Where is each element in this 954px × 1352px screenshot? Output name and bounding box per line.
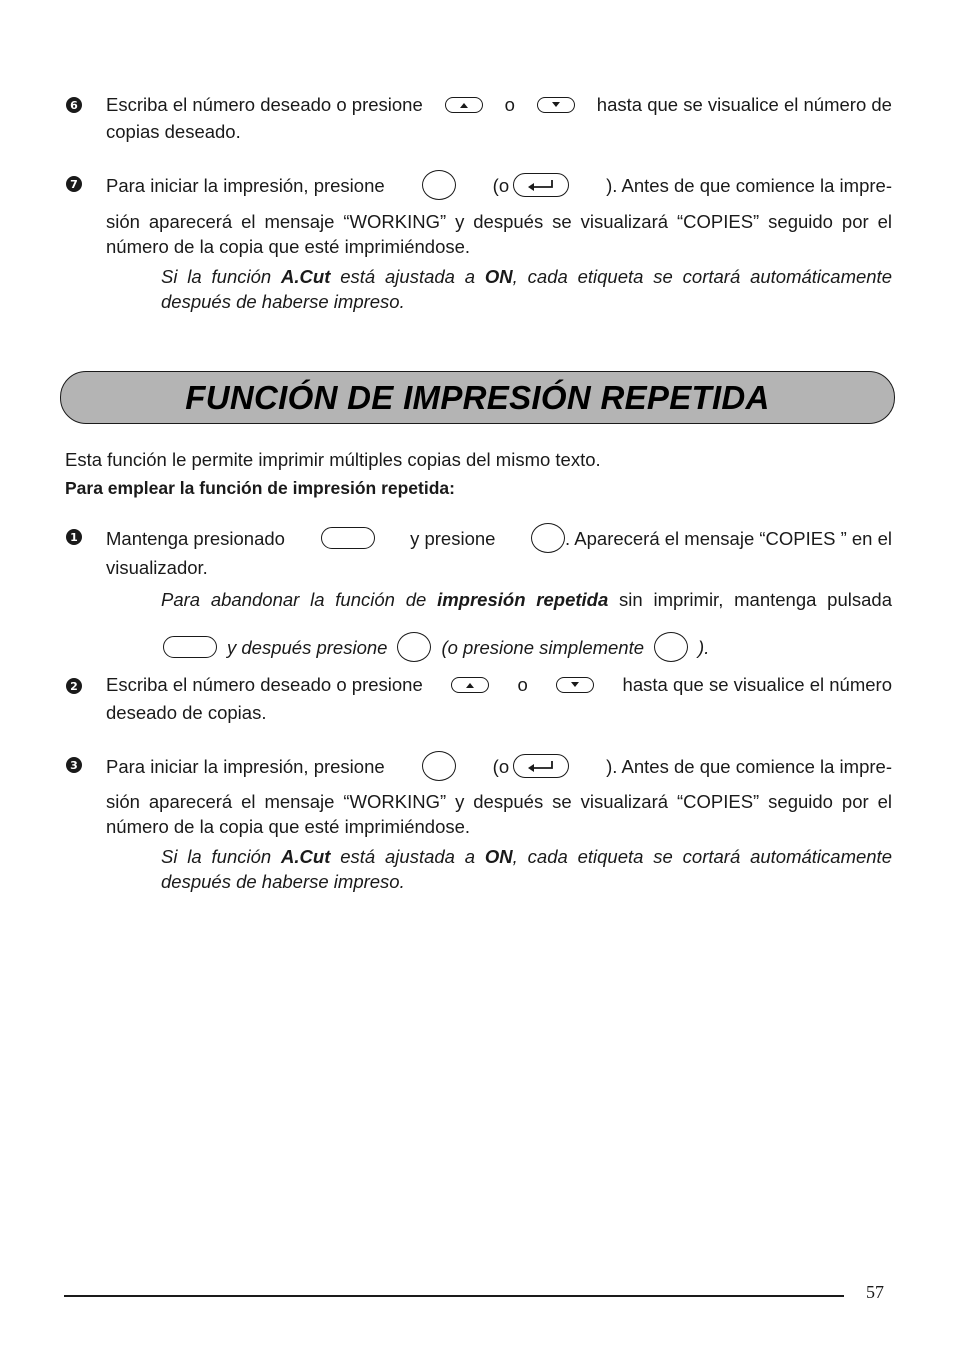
step3-note-line1 [161,844,892,869]
note-text: sin imprimir, mantenga pulsada [608,589,892,610]
step7-line1 [106,170,892,200]
section-intro: Esta función le permite imprimir múltiples copias del mismo texto. [65,449,601,470]
step1-note-line1 [161,587,892,612]
note-term-acut: A.Cut [281,266,331,287]
step1-line1 [106,523,892,553]
step7-line2: sión aparecerá el mensaje “WORKING” y después se visualizará “COPIES” seguido por el [106,211,892,232]
step1-line2: visualizador. [106,557,208,578]
print-key-icon [654,632,688,662]
step3-text-a: Para iniciar la impresión, presione [106,755,385,777]
step2-text-a: Escriba el número deseado o presione [106,674,423,695]
step7-paren-group [493,173,569,198]
page-number: 57 [866,1282,884,1302]
step-number-2 [66,678,82,694]
step1-note-line2 [163,632,709,662]
step6-line2: copias deseado. [106,121,241,142]
note-term-on: ON [484,266,513,287]
note-text: (o presione simplemente [441,636,645,658]
step2-line2: deseado de copias. [106,702,267,723]
section-title: FUNCIÓN DE IMPRESIÓN REPETIDA [185,378,770,416]
note-text: Si la función [161,266,282,287]
step7-note-line1 [161,264,892,289]
note-text: Si la función [161,846,282,867]
note-text: , cada etiqueta se cortará automáticamente [512,846,892,867]
step6-text-b: hasta que se visualice el número de [596,94,892,115]
note-text: y después presione [227,636,388,658]
step3-line3: número de la copia que esté imprimiéndose. [106,816,471,837]
step7-note-line2: después de haberse impreso. [161,291,405,312]
note-text: está ajustada a [330,266,485,287]
cursor-up-key-icon [445,97,483,113]
cursor-up-key-icon [451,677,489,693]
step2-conj: o [517,674,528,695]
note-text: Para abandonar la función de [161,589,438,610]
step3-text-b: ). Antes de que comience la impre- [606,755,892,777]
step6-line1 [106,92,892,117]
section-subheading: Para emplear la función de impresión repetida: [65,478,455,498]
code-key-icon [321,527,375,549]
step1-text-c: . Aparecerá el mensaje “COPIES ” en el [565,527,892,549]
note-text: está ajustada a [330,846,485,867]
step6-conj: o [504,94,515,115]
enter-key-icon [513,754,569,778]
step6-text-a: Escriba el número deseado o presione [106,94,423,115]
step-number-label: 3 [70,758,78,772]
step7-line3: número de la copia que esté imprimiéndose. [106,236,471,257]
step-number-3 [66,757,82,773]
step-number-label: 1 [70,530,78,544]
step2-line1 [106,672,892,697]
step2-text-b: hasta que se visualice el número [622,674,892,695]
footer-rule [64,1295,844,1297]
step-number-label: 7 [70,177,78,191]
step-number-label: 6 [70,98,78,112]
section-banner [60,371,895,424]
step1-key-group [531,523,892,553]
step-number-label: 2 [70,679,78,693]
step7-paren-open: (o [492,174,510,196]
step7-text-a: Para iniciar la impresión, presione [106,174,385,196]
code-key-icon [163,636,217,658]
step3-line2: sión aparecerá el mensaje “WORKING” y después se visualizará “COPIES” seguido por el [106,791,892,812]
step3-paren-group [493,754,569,779]
enter-key-icon [513,173,569,197]
step-number-6 [66,97,82,113]
note-term-repeat: impresión repetida [437,589,609,610]
note-term-on: ON [484,846,513,867]
step7-text-b: ). Antes de que comience la impre- [606,174,892,196]
step1-text-b: y presione [410,527,496,549]
print-key-icon [531,523,565,553]
cursor-down-key-icon [556,677,594,693]
note-text: , cada etiqueta se cortará automáticamente [512,266,892,287]
print-key-icon [422,751,456,781]
print-key-icon [397,632,431,662]
note-text: ). [698,636,710,658]
step3-note-line2: después de haberse impreso. [161,871,405,892]
note-term-acut: A.Cut [281,846,331,867]
step-number-7 [66,176,82,192]
cursor-down-key-icon [537,97,575,113]
print-key-icon [422,170,456,200]
step-number-1 [66,529,82,545]
step3-line1 [106,751,892,781]
step3-paren-open: (o [492,755,510,777]
step1-text-a: Mantenga presionado [106,527,285,549]
